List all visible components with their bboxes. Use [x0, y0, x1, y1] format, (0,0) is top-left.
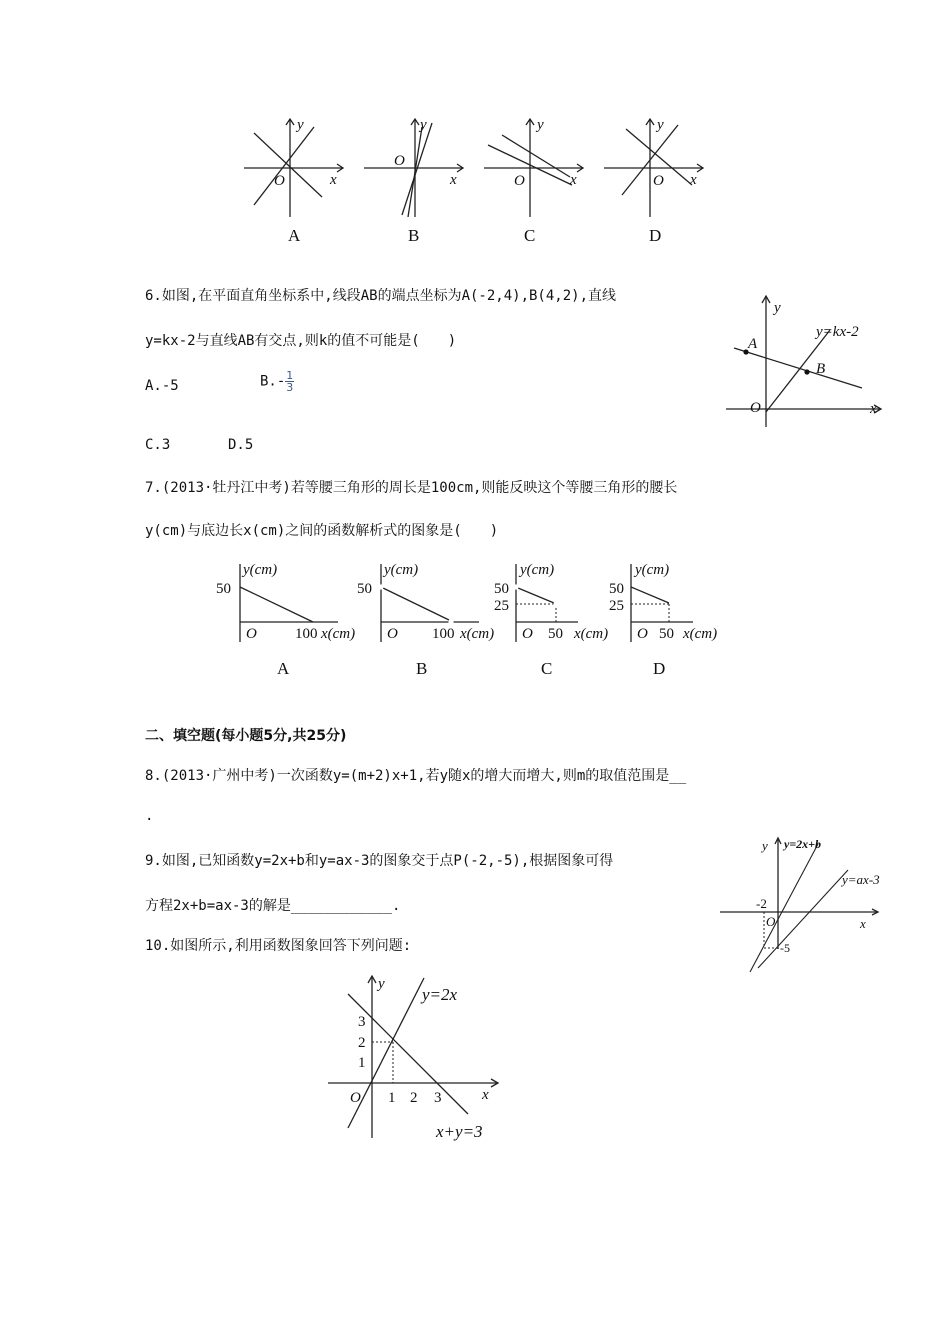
q8-text-line1: 8.(2013·广州中考)一次函数y=(m+2)x+1,若y随x的增大而增大,则m的取值范围是__ — [145, 768, 687, 784]
y-axis-label: y(cm) — [243, 562, 278, 578]
line2-label: y=ax-3 — [842, 872, 880, 887]
axis-x-label: x — [482, 1087, 489, 1103]
q5-graph-c — [480, 115, 590, 225]
q6-figure — [726, 292, 886, 432]
origin-label: O — [750, 400, 761, 416]
q6-text-line2: y=kx-2与直线AB有交点,则k的值不可能是( ) — [145, 333, 457, 349]
q9-figure — [718, 834, 888, 974]
y-tick-25: 25 — [609, 598, 624, 614]
x-axis-label: x(cm) — [683, 626, 718, 642]
y-tick: 50 — [216, 581, 231, 597]
y-tick-50: 50 — [494, 581, 509, 597]
axis-y-label: y — [378, 976, 385, 992]
q5-option-a[interactable]: A — [288, 226, 301, 245]
q8-text-line2: . — [145, 808, 154, 824]
y-tick-25: 25 — [494, 598, 509, 614]
origin-label: O — [522, 626, 533, 642]
point-a-label: A — [748, 336, 758, 352]
origin-label: O — [637, 626, 648, 642]
y-axis-label: y(cm) — [520, 562, 555, 578]
point-b-label: B — [816, 361, 826, 377]
x-tick: -2 — [756, 896, 767, 911]
line-label: y=kx-2 — [816, 324, 859, 340]
q7-graph-b — [354, 556, 504, 646]
q7-graph-d — [605, 556, 745, 646]
axis-x-label: x — [690, 172, 697, 188]
q10-text-line1: 10.如图所示,利用函数图象回答下列问题: — [145, 938, 412, 954]
q7-option-d[interactable]: D — [653, 659, 666, 678]
q5-graph-b — [360, 115, 470, 225]
q7-option-c[interactable]: C — [541, 659, 553, 678]
y-tick-50: 50 — [609, 581, 624, 597]
section-title: 二、填空题(每小题5分,共25分) — [145, 728, 347, 744]
x-tick-1: 1 — [388, 1090, 396, 1106]
origin-label: O — [387, 626, 398, 642]
y-tick: -5 — [780, 941, 790, 955]
q6-option-b[interactable] — [260, 370, 294, 393]
y-tick: 50 — [357, 581, 372, 597]
origin-label: O — [246, 626, 257, 642]
x-tick: 50 — [659, 626, 674, 642]
q9-text-line1: 9.如图,已知函数y=2x+b和y=ax-3的图象交于点P(-2,-5),根据图象可得 — [145, 853, 614, 869]
q10-figure — [320, 970, 520, 1145]
q7-text-line1: 7.(2013·牡丹江中考)若等腰三角形的周长是100cm,则能反映这个等腰三角形的腰长 — [145, 480, 678, 496]
x-tick-2: 2 — [410, 1090, 418, 1106]
line1-label: y=2x+b — [784, 837, 822, 851]
q7-graph-a — [213, 556, 363, 646]
y-axis-label: y(cm) — [635, 562, 670, 578]
q5-option-b[interactable]: B — [408, 226, 420, 245]
q6-option-b-fraction — [285, 370, 294, 393]
axis-y-label: y — [297, 117, 304, 133]
line2-label: x+y=3 — [436, 1122, 483, 1141]
origin-label: O — [766, 914, 776, 929]
line1-label: y=2x — [422, 985, 458, 1004]
q7-text-line2: y(cm)与底边长x(cm)之间的函数解析式的图象是( ) — [145, 523, 499, 539]
axis-y-label: y — [537, 117, 544, 133]
q6-option-a[interactable]: A.-5 — [145, 378, 179, 394]
origin-label: O — [653, 173, 664, 189]
q7-option-a[interactable]: A — [277, 659, 290, 678]
q7-option-b[interactable]: B — [416, 659, 428, 678]
fraction-denominator: 3 — [286, 381, 294, 394]
y-tick-1: 1 — [358, 1055, 366, 1071]
y-axis-label: y(cm) — [384, 562, 419, 578]
q5-option-d[interactable]: D — [649, 226, 662, 245]
origin-label: O — [350, 1090, 361, 1106]
axis-y-label: y — [657, 117, 664, 133]
axis-x-label: x — [330, 172, 337, 188]
x-tick: 100 — [295, 626, 318, 642]
x-tick: 50 — [548, 626, 563, 642]
q9-text-line2: 方程2x+b=ax-3的解是____________. — [145, 898, 401, 914]
y-tick-3: 3 — [358, 1014, 366, 1030]
axis-y-label: y — [774, 300, 781, 316]
fraction-numerator: 1 — [286, 369, 294, 382]
q6-option-c[interactable]: C.3 — [145, 437, 171, 453]
axis-x-label: x — [450, 172, 457, 188]
x-tick: 100 — [432, 626, 455, 642]
x-axis-label: x(cm) — [460, 626, 495, 642]
x-axis-label: x(cm) — [321, 626, 356, 642]
x-tick-3: 3 — [434, 1090, 442, 1106]
q6-option-d[interactable]: D.5 — [228, 437, 254, 453]
q5-graph-a — [240, 115, 350, 225]
q5-option-c[interactable]: C — [524, 226, 536, 245]
origin-label: O — [394, 153, 405, 169]
axis-y-label: y — [420, 117, 427, 133]
axis-x-label: x — [860, 916, 866, 931]
origin-label: O — [514, 173, 525, 189]
x-axis-label: x(cm) — [574, 626, 609, 642]
axis-x-label: x — [870, 401, 877, 417]
origin-label: O — [274, 173, 285, 189]
q6-option-b-prefix: B.- — [260, 373, 286, 390]
q6-text-line1: 6.如图,在平面直角坐标系中,线段AB的端点坐标为A(-2,4),B(4,2),直线 — [145, 288, 617, 304]
y-tick-2: 2 — [358, 1035, 366, 1051]
axis-x-label: x — [570, 172, 577, 188]
axis-y-label: y — [762, 838, 768, 853]
q5-graph-d — [600, 115, 710, 225]
